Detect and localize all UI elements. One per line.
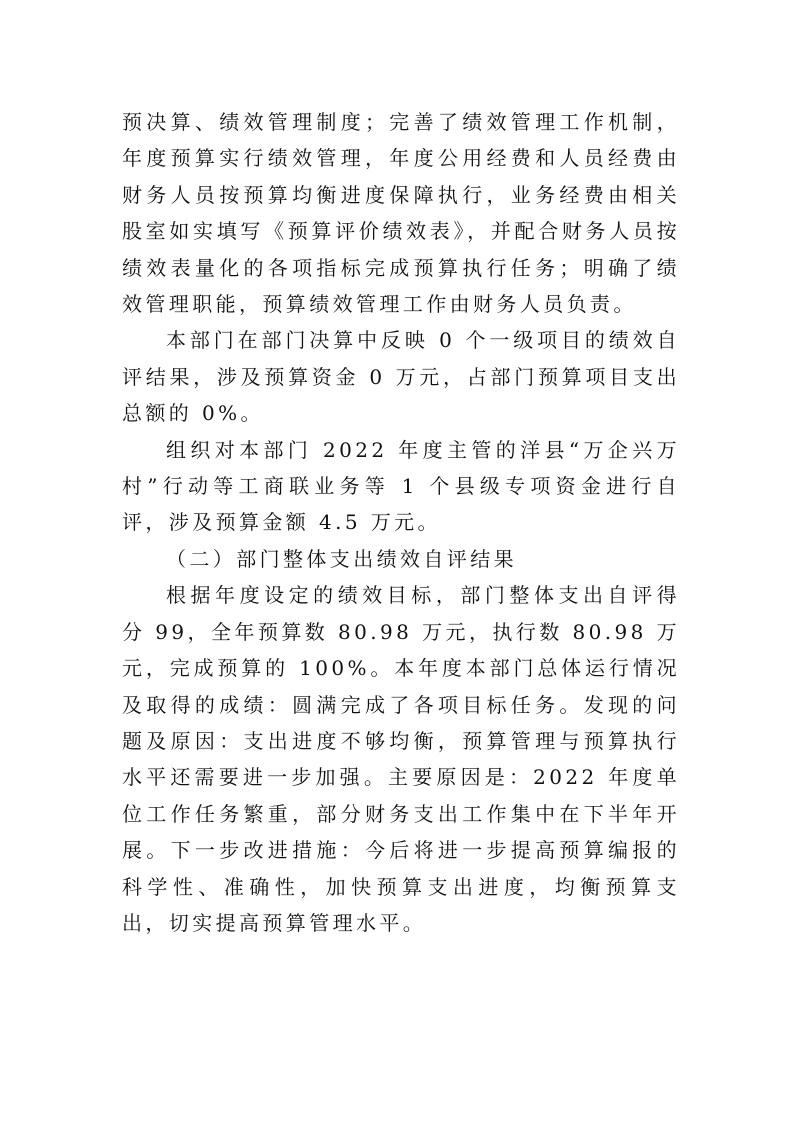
paragraph-overall-expenditure-results: 根据年度设定的绩效目标，部门整体支出自评得分 99，全年预算数 80.98 万元，执行数 80.98 万元，完成预算的 100%。本年度本部门总体运行情况及取得的成绩：圆满完成了各项目标任务。发现的问题及原因：支出进度不够均衡，预算管理与预算执行水平还需要进一步加强。主要原因是：2022 年度单位工作任务繁重，部分财务支出工作集中在下半年开展。下一步改进措施：今后将进一步提高预算编报的科学性、准确性，加快预算支出进度，均衡预算支出，切实提高预算管理水平。: [122, 583, 680, 935]
paragraph-special-fund-self-evaluation: 组织对本部门 2022 年度主管的洋县“万企兴万村”行动等工商联业务等 1 个县级专项资金进行自评，涉及预算金额 4.5 万元。: [122, 437, 680, 535]
section-heading-overall-expenditure: （二）部门整体支出绩效自评结果: [166, 546, 517, 571]
paragraph-first-level-project-results: 本部门在部门决算中反映 0 个一级项目的绩效自评结果，涉及预算资金 0 万元，占部门预算项目支出总额的 0%。: [122, 328, 680, 426]
document-body: [122, 104, 680, 941]
paragraph-performance-management-system: 预决算、绩效管理制度；完善了绩效管理工作机制，年度预算实行绩效管理，年度公用经费和人员经费由财务人员按预算均衡进度保障执行，业务经费由相关股室如实填写《预算评价绩效表》，并配合财务人员按绩效表量化的各项指标完成预算执行任务；明确了绩效管理职能，预算绩效管理工作由财务人员负责。: [122, 110, 680, 317]
